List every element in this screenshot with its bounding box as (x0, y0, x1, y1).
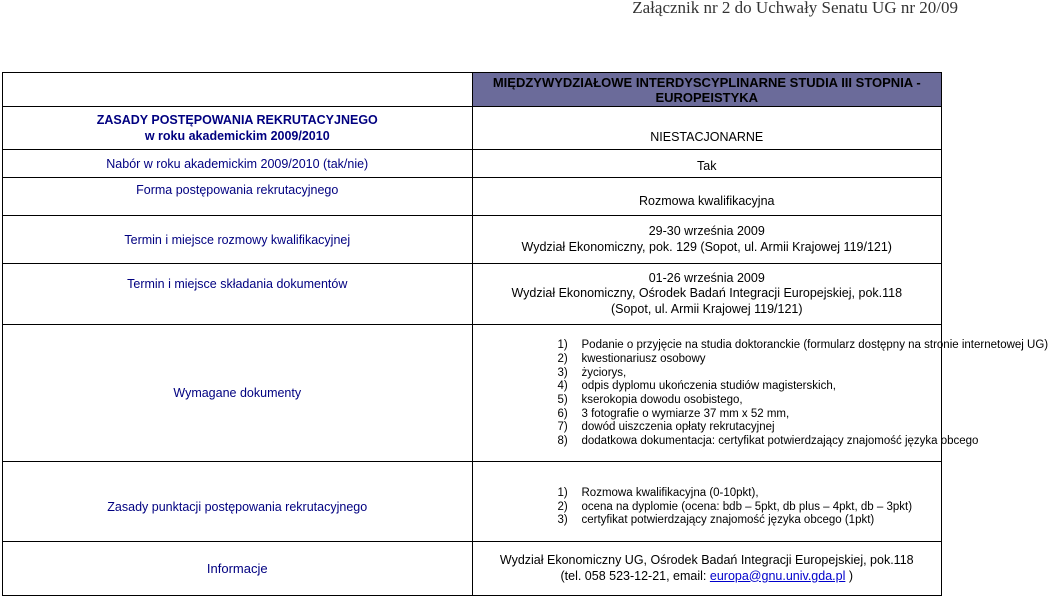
termin-dokumentow-value (472, 264, 942, 325)
termin-rozmowy-date: 29-30 września 2009 (473, 224, 942, 240)
zasady-label-line1: ZASADY POSTĘPOWANIA REKRUTACYJNEGO (3, 112, 472, 128)
informacje-line2 (473, 569, 942, 585)
row-termin-rozmowy (3, 216, 942, 264)
list-item (558, 380, 942, 394)
row-forma (3, 178, 942, 216)
termin-dokumentow-place2: (Sopot, ul. Armii Krajowej 119/121) (473, 302, 942, 318)
list-item (558, 501, 942, 515)
list-item-number: 3) (558, 367, 582, 381)
list-item-number: 6) (558, 408, 582, 422)
list-item-text: kwestionariusz osobowy (582, 353, 706, 367)
email-link[interactable]: europa@gnu.univ.gda.pl (710, 569, 845, 583)
termin-dokumentow-place1: Wydział Ekonomiczny, Ośrodek Badań Integracji Europejskiej, pok.118 (473, 286, 942, 302)
informacje-pre: (tel. 058 523-12-21, email: (560, 569, 709, 583)
wymagane-value (472, 325, 942, 462)
informacje-label: Informacje (3, 542, 473, 596)
informacje-post: ) (845, 569, 853, 583)
nabor-value: Tak (472, 150, 942, 178)
punktacja-value (472, 462, 942, 542)
row-nabor (3, 150, 942, 178)
list-item-number: 2) (558, 501, 582, 515)
list-item-number: 1) (558, 339, 582, 353)
informacje-value (472, 542, 942, 596)
nabor-label: Nabór w roku akademickim 2009/2010 (tak/nie) (3, 150, 473, 178)
list-item-number: 8) (558, 435, 582, 449)
list-item (558, 394, 942, 408)
termin-dokumentow-label: Termin i miejsce składania dokumentów (3, 264, 473, 325)
wymagane-list (558, 339, 942, 449)
informacje-line1: Wydział Ekonomiczny UG, Ośrodek Badań Integracji Europejskiej, pok.118 (473, 553, 942, 569)
row-termin-dokumentow (3, 264, 942, 325)
list-item (558, 487, 942, 501)
zasady-label-line2: w roku akademickim 2009/2010 (3, 128, 472, 144)
termin-rozmowy-place: Wydział Ekonomiczny, pok. 129 (Sopot, ul. Armii Krajowej 119/121) (473, 240, 942, 256)
list-item-text: dodatkowa dokumentacja: certyfikat potwierdzający znajomość języka obcego (582, 435, 979, 449)
forma-label: Forma postępowania rekrutacyjnego (3, 178, 473, 216)
attachment-note: Załącznik nr 2 do Uchwały Senatu UG nr 20/09 (632, 0, 958, 18)
list-item-number: 4) (558, 380, 582, 394)
list-item (558, 408, 942, 422)
list-item-text: odpis dyplomu ukończenia studiów magisterskich, (582, 380, 836, 394)
row-wymagane (3, 325, 942, 462)
header-row (3, 73, 942, 107)
list-item (558, 367, 942, 381)
list-item-text: kserokopia dowodu osobistego, (582, 394, 743, 408)
list-item-number: 2) (558, 353, 582, 367)
program-title: MIĘDZYWYDZIAŁOWE INTERDYSCYPLINARNE STUDIA III STOPNIA - EUROPEISTYKA (472, 73, 942, 107)
list-item-text: ocena na dyplomie (ocena: bdb – 5pkt, db plus – 4pkt, db – 3pkt) (582, 501, 913, 515)
zasady-value: NIESTACJONARNE (472, 107, 942, 150)
termin-rozmowy-label: Termin i miejsce rozmowy kwalifikacyjnej (3, 216, 473, 264)
list-item (558, 435, 942, 449)
header-blank-cell (3, 73, 473, 107)
list-item-text: certyfikat potwierdzający znajomość języka obcego (1pkt) (582, 514, 875, 528)
zasady-label (3, 107, 473, 150)
termin-dokumentow-date: 01-26 września 2009 (473, 271, 942, 287)
list-item-number: 5) (558, 394, 582, 408)
list-item-text: życiorys, (582, 367, 627, 381)
list-item (558, 353, 942, 367)
punktacja-list (558, 487, 942, 528)
list-item-number: 1) (558, 487, 582, 501)
row-punktacja (3, 462, 942, 542)
row-zasady (3, 107, 942, 150)
forma-value: Rozmowa kwalifikacyjna (472, 178, 942, 216)
list-item (558, 421, 942, 435)
list-item-number: 7) (558, 421, 582, 435)
list-item-text: 3 fotografie o wymiarze 37 mm x 52 mm, (582, 408, 790, 422)
list-item-text: dowód uiszczenia opłaty rekrutacyjnej (582, 421, 775, 435)
list-item (558, 339, 942, 353)
row-informacje (3, 542, 942, 596)
list-item-number: 3) (558, 514, 582, 528)
list-item-text: Rozmowa kwalifikacyjna (0-10pkt), (582, 487, 759, 501)
punktacja-label: Zasady punktacji postępowania rekrutacyjnego (3, 462, 473, 542)
termin-rozmowy-value (472, 216, 942, 264)
list-item (558, 514, 942, 528)
recruitment-table (2, 72, 942, 596)
list-item-text: Podanie o przyjęcie na studia doktoranckie (formularz dostępny na stronie internetowej UG) (582, 339, 1048, 353)
wymagane-label: Wymagane dokumenty (3, 325, 473, 462)
